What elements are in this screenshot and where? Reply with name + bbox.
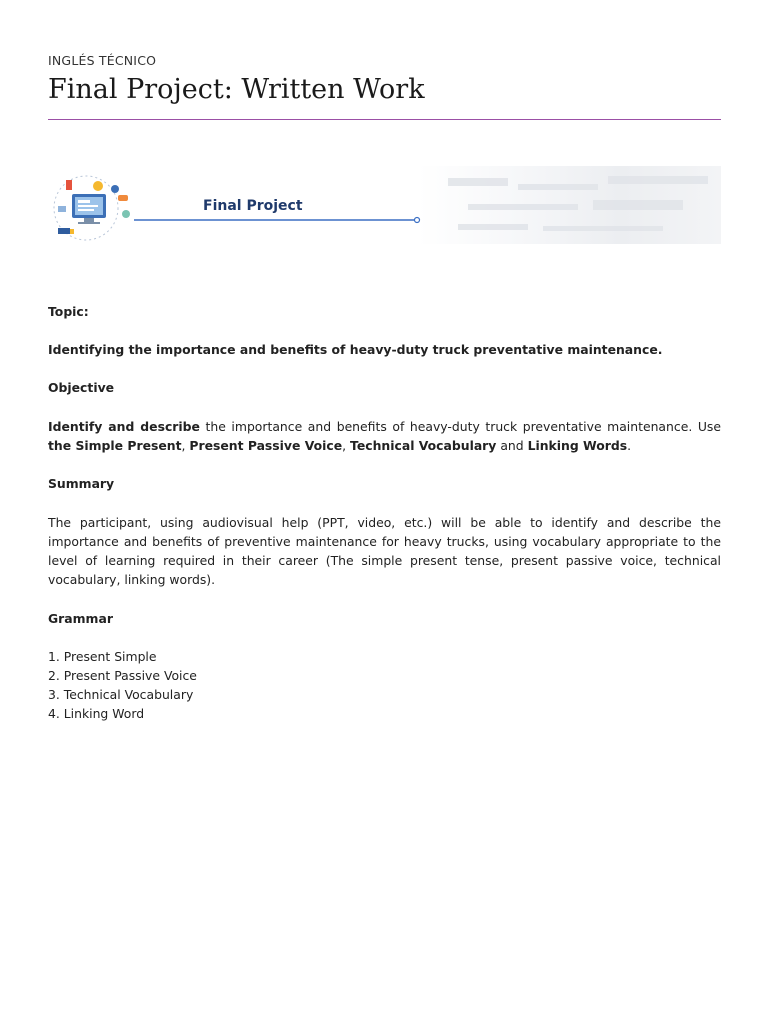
objective-term-linking-words: Linking Words: [527, 438, 628, 453]
grammar-item: 4. Linking Word: [48, 706, 145, 721]
objective-heading: Objective: [48, 380, 115, 395]
chat-icon: [111, 185, 119, 193]
objective-sep-2: ,: [342, 438, 351, 453]
books-icon: [58, 228, 70, 234]
objective-term-technical-vocabulary: Technical Vocabulary: [350, 438, 497, 453]
folder-icon: [58, 206, 66, 212]
topic-heading: Topic:: [48, 304, 89, 319]
summary-text: The participant, using audiovisual help (PPT, video, etc.) will be able to identify and describe the importance and benefits of preventive maintenance for heavy trucks, using vocabulary appropriate to the level of learning required in their career (The simple present tense, present passive voice, technical vocabulary, linking words).: [48, 515, 721, 587]
objective-sep-1: ,: [181, 438, 190, 453]
objective-term-simple-present: the Simple Present: [48, 438, 182, 453]
message-icon: [118, 195, 128, 201]
objective-text: [48, 417, 721, 455]
grammar-item: 3. Technical Vocabulary: [48, 687, 194, 702]
grammar-heading: Grammar: [48, 611, 113, 626]
banner-line-end: [415, 218, 420, 223]
banner-title: Final Project: [203, 198, 303, 214]
summary-heading: Summary: [48, 476, 115, 491]
topic-text: Identifying the importance and benefits of heavy-duty truck preventative maintenance.: [48, 342, 663, 357]
globe-icon: [122, 210, 130, 218]
final-project-banner: [48, 166, 721, 244]
grammar-list-container: [48, 647, 721, 723]
objective-lead: Identify and describe: [48, 419, 200, 434]
objective-text-1: the importance and benefits of heavy-duty truck preventative maintenance. Use: [199, 419, 721, 434]
grammar-list: [48, 647, 721, 723]
objective-sep-3: and: [496, 438, 528, 453]
course-label: INGLÉS TÉCNICO: [48, 53, 157, 68]
lightbulb-icon: [93, 181, 103, 191]
grammar-item: 2. Present Passive Voice: [48, 668, 197, 683]
grammar-item: 1. Present Simple: [48, 649, 157, 664]
objective-end: .: [627, 438, 632, 453]
title-divider: [48, 119, 721, 120]
objective-term-passive-voice: Present Passive Voice: [189, 438, 343, 453]
rocket-icon: [66, 180, 72, 190]
page-title: Final Project: Written Work: [48, 74, 425, 105]
banner-illustration: [48, 166, 721, 244]
